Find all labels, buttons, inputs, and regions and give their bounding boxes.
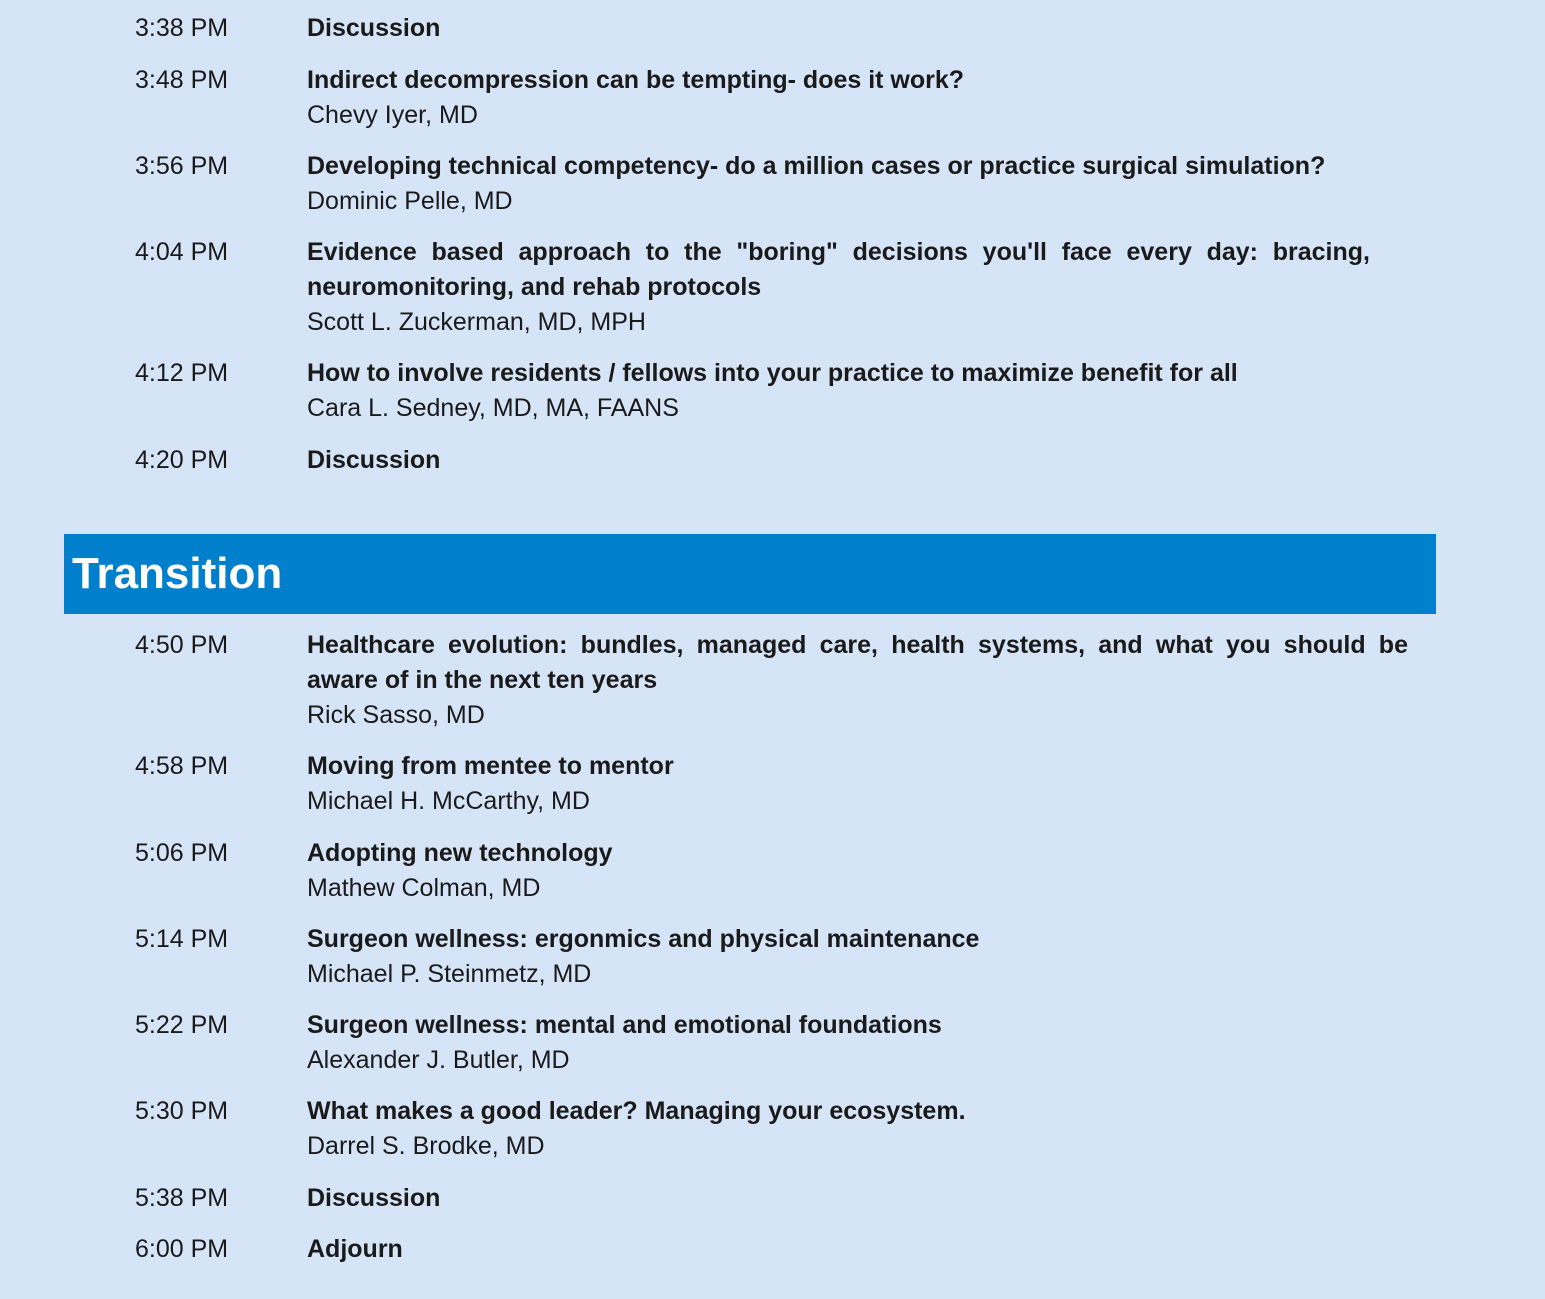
agenda-time: 4:58 PM	[135, 752, 229, 780]
agenda-speaker: Chevy Iyer, MD	[307, 101, 478, 129]
agenda-title: Discussion	[307, 446, 441, 474]
agenda-time: 5:30 PM	[135, 1097, 229, 1125]
agenda-time: 4:04 PM	[135, 238, 229, 266]
agenda-speaker: Michael P. Steinmetz, MD	[307, 960, 592, 988]
agenda-speaker: Michael H. McCarthy, MD	[307, 787, 590, 815]
agenda-speaker: Darrel S. Brodke, MD	[307, 1132, 545, 1160]
agenda-speaker: Scott L. Zuckerman, MD, MPH	[307, 308, 646, 336]
agenda-title: Surgeon wellness: ergonmics and physical maintenance	[307, 925, 980, 953]
agenda-title: Discussion	[307, 14, 441, 42]
agenda-speaker: Rick Sasso, MD	[307, 701, 485, 729]
agenda-speaker: Mathew Colman, MD	[307, 874, 541, 902]
agenda-time: 6:00 PM	[135, 1235, 229, 1263]
agenda-time: 4:20 PM	[135, 446, 229, 474]
agenda-speaker: Dominic Pelle, MD	[307, 187, 513, 215]
agenda-title: Developing technical competency- do a million cases or practice surgical simulation?	[307, 152, 1326, 180]
agenda-content	[307, 63, 1410, 133]
agenda-time: 4:12 PM	[135, 359, 229, 387]
agenda-content	[307, 11, 1410, 46]
agenda-content	[307, 749, 1410, 819]
agenda-title: Evidence based approach to the "boring" decisions you'll face every day: bracing, neuromonitoring, and rehab protocols	[307, 238, 1370, 301]
agenda-content	[307, 628, 1408, 733]
agenda-time: 3:38 PM	[135, 14, 229, 42]
agenda-content	[307, 443, 1410, 478]
agenda-title: What makes a good leader? Managing your ecosystem.	[307, 1097, 966, 1125]
agenda-content	[307, 1094, 1410, 1164]
agenda-content	[307, 356, 1410, 426]
agenda-title: Adopting new technology	[307, 839, 613, 867]
agenda-content	[307, 1232, 1410, 1267]
agenda-speaker: Cara L. Sedney, MD, MA, FAANS	[307, 394, 679, 422]
agenda-content	[307, 149, 1410, 219]
agenda-title: Surgeon wellness: mental and emotional foundations	[307, 1011, 942, 1039]
agenda-content	[307, 235, 1370, 340]
section-title: Transition	[72, 549, 283, 598]
agenda-time: 4:50 PM	[135, 631, 229, 659]
agenda-content	[307, 1008, 1410, 1078]
section-banner	[64, 534, 1436, 614]
agenda-time: 3:56 PM	[135, 152, 229, 180]
agenda-content	[307, 836, 1410, 906]
agenda-title: How to involve residents / fellows into your practice to maximize benefit for all	[307, 359, 1238, 387]
agenda-time: 5:14 PM	[135, 925, 229, 953]
agenda-content	[307, 1181, 1410, 1216]
agenda-time: 5:22 PM	[135, 1011, 229, 1039]
agenda-title: Healthcare evolution: bundles, managed care, health systems, and what you should be aware of in the next ten years	[307, 631, 1408, 694]
agenda-title: Moving from mentee to mentor	[307, 752, 674, 780]
agenda-speaker: Alexander J. Butler, MD	[307, 1046, 570, 1074]
agenda-time: 3:48 PM	[135, 66, 229, 94]
agenda-title: Discussion	[307, 1184, 441, 1212]
agenda-title: Indirect decompression can be tempting- does it work?	[307, 66, 965, 94]
agenda-time: 5:06 PM	[135, 839, 229, 867]
agenda-content	[307, 922, 1410, 992]
agenda-time: 5:38 PM	[135, 1184, 229, 1212]
agenda-title: Adjourn	[307, 1235, 403, 1263]
